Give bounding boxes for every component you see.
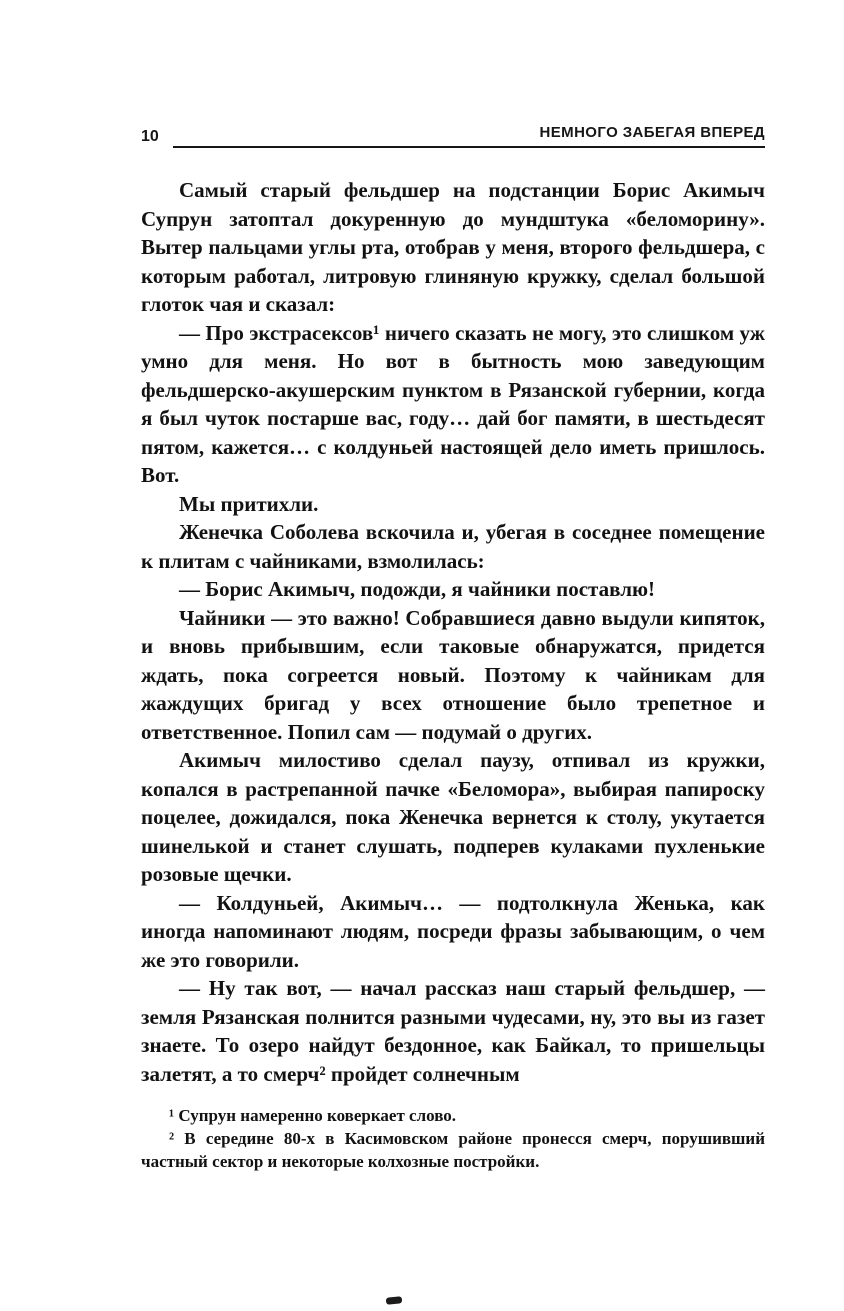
page-content — [141, 176, 765, 1173]
paragraph-2: — Про экстрасексов¹ ничего сказать не могу, это слишком уж умно для меня. Но вот в бытность мою заведующим фельдшерско-акушерским пунктом в Рязанской губернии, когда я был чуток постарше вас, году… дай бог памяти, в шестьдесят пятом, кажется… с колдуньей настоящей дело иметь пришлось. Вот. — [141, 320, 765, 487]
page-header — [141, 124, 765, 148]
paragraph-1: Самый старый фельдшер на подстанции Борис Акимыч Супрун затоптал докуренную до мундштука «беломорину». Вытер пальцами углы рта, отобрав у меня, второго фельдшера, с которым работал, литровую глиняную кружку, сделал большой глоток чая и сказал: — [141, 178, 765, 316]
header-rule — [173, 124, 765, 148]
footnote-2: ² В середине 80-х в Касимовском районе пронесся смерч, порушивший частный сектор и некоторые колхозные постройки. — [141, 1129, 765, 1171]
paragraph-4: Женечка Соболева вскочила и, убегая в соседнее помещение к плитам с чайниками, взмолилась: — [141, 520, 765, 573]
footnote-1: ¹ Супрун намеренно коверкает слово. — [169, 1106, 457, 1125]
paragraph-3: Мы притихли. — [179, 491, 319, 516]
body-text — [141, 176, 765, 1088]
paragraph-7: Акимыч милостиво сделал паузу, отпивал из кружки, копался в растрепанной пачке «Беломора», выбирая папироску поцелее, дожидался, пока Женечка вернется к столу, укутается шинелькой и станет слушать, подперев кулаками пухленькие розовые щечки. — [141, 748, 765, 886]
running-title: НЕМНОГО ЗАБЕГАЯ ВПЕРЕД — [539, 124, 765, 141]
footnotes — [141, 1104, 765, 1173]
page-number: 10 — [141, 128, 159, 145]
scan-artifact-mark — [386, 1296, 403, 1305]
paragraph-5: — Борис Акимыч, подожди, я чайники поставлю! — [179, 577, 656, 601]
paragraph-9: — Ну так вот, — начал рассказ наш старый фельдшер, — земля Рязанская полнится разными чудесами, ну, это вы из газет знаете. То озеро найдут бездонное, как Байкал, то пришельцы залетят, а то смерч² пройдет солнечным — [141, 976, 765, 1086]
paragraph-6: Чайники — это важно! Собравшиеся давно выдули кипяток, и вновь прибывшим, если таковые обнаружатся, придется ждать, пока согреется новый. Поэтому к чайникам для жаждущих бригад у всех отношение было трепетное и ответственное. Попил сам — подумай о других. — [141, 605, 765, 744]
paragraph-8: — Колдуньей, Акимыч… — подтолкнула Женька, как иногда напоминают людям, посреди фразы забывающим, о чем же это говорили. — [141, 890, 765, 972]
